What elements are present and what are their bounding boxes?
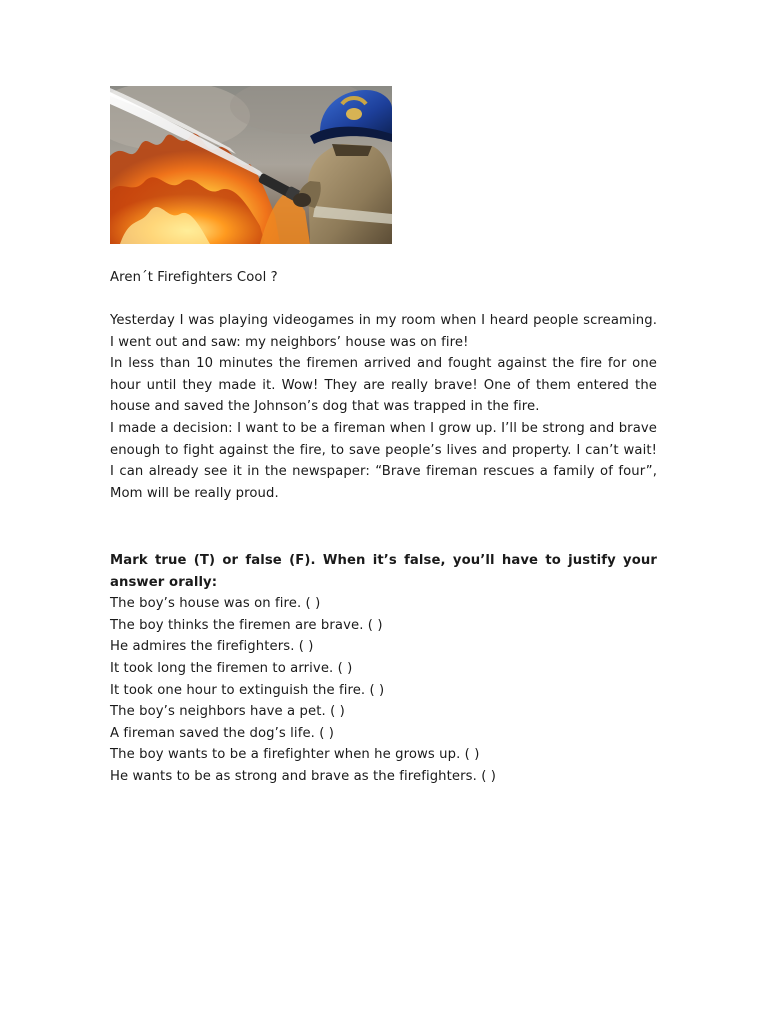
- statement-item: It took one hour to extinguish the fire. ( ): [110, 682, 385, 698]
- story-paragraph: Yesterday I was playing videogames in my room when I heard people screaming. I went out and saw: my neighbors’ house was on fire!: [110, 313, 657, 350]
- statement-item: The boy’s neighbors have a pet. ( ): [110, 704, 345, 720]
- story-title: Aren´t Firefighters Cool ?: [110, 270, 278, 285]
- statement-item: The boy thinks the firemen are brave. ( ): [110, 617, 383, 633]
- statement-item: A fireman saved the dog’s life. ( ): [110, 725, 335, 741]
- statement-item: The boy wants to be a firefighter when he grows up. ( ): [110, 747, 480, 763]
- statement-item: He wants to be as strong and brave as the firefighters. ( ): [110, 768, 496, 784]
- story-body: [110, 310, 657, 504]
- true-false-exercise: [110, 550, 657, 788]
- story-paragraph: In less than 10 minutes the firemen arrived and fought against the fire for one hour until they made it. Wow! They are really brave! One of them entered the house and saved the Johnson’s dog that was trapped in the fire.: [110, 356, 657, 415]
- statement-item: The boy’s house was on fire. ( ): [110, 596, 321, 612]
- statement-item: He admires the firefighters. ( ): [110, 639, 314, 655]
- statement-list: [110, 593, 657, 787]
- exercise-instructions: Mark true (T) or false (F). When it’s false, you’ll have to justify your answer orally:: [110, 553, 657, 590]
- story-paragraph: I made a decision: I want to be a fireman when I grow up. I’ll be strong and brave enough to fight against the fire, to save people’s lives and property. I can’t wait! I can already see it in the newspaper: “Brave fireman rescues a family of four”, Mom will be really proud.: [110, 420, 657, 501]
- firefighter-photo: [110, 86, 392, 244]
- statement-item: It took long the firemen to arrive. ( ): [110, 660, 353, 676]
